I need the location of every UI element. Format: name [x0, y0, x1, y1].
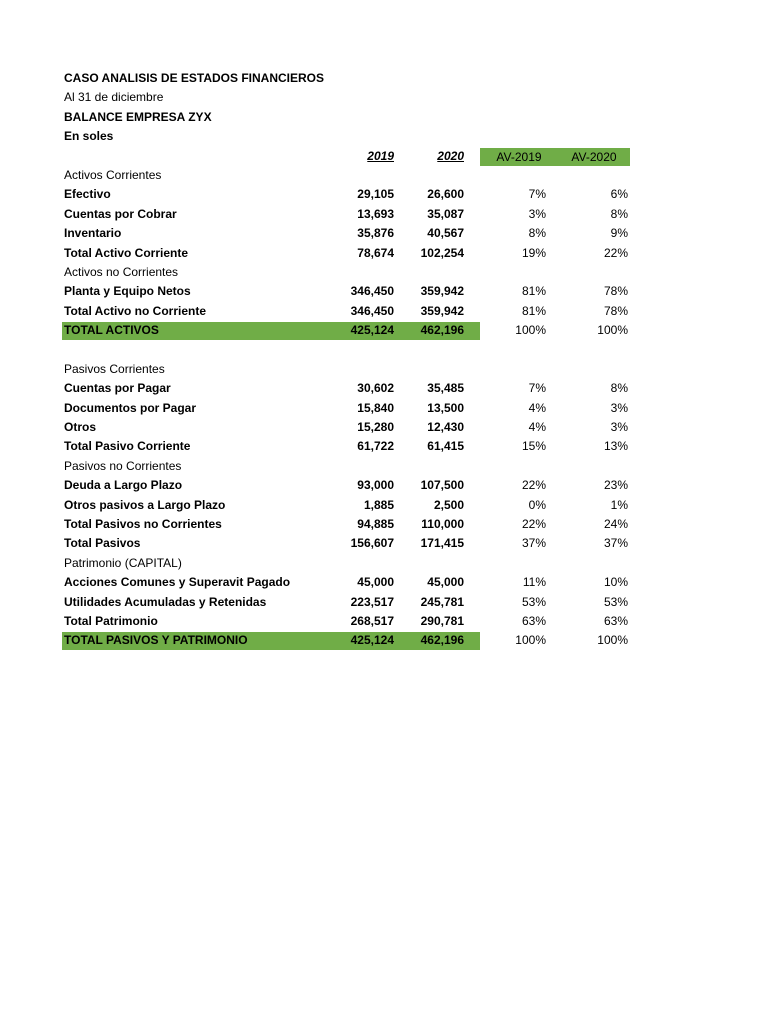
av-2019: 100% [515, 633, 546, 648]
value-2020 [402, 554, 464, 573]
date-row [62, 88, 632, 107]
av-2020 [556, 457, 628, 476]
row-label: Otros pasivos a Largo Plazo [64, 497, 226, 512]
value-2020: 102,254 [420, 245, 464, 260]
row-label: Total Pasivos [64, 536, 141, 551]
balance-sheet [62, 69, 632, 651]
value-2019: 45,000 [357, 575, 394, 590]
currency-row [62, 127, 632, 146]
av-2019: 81% [521, 284, 546, 299]
av-2020 [556, 340, 628, 359]
company-row [62, 108, 632, 127]
av-2020: 3% [610, 400, 628, 415]
currency-note: En soles [64, 129, 114, 144]
av-2020: 3% [610, 420, 628, 435]
av-2020: 100% [597, 633, 628, 648]
table-row [62, 476, 632, 495]
value-2019: 61,722 [357, 439, 394, 454]
table-row [62, 399, 632, 418]
av-2019: 53% [521, 594, 546, 609]
value-2020: 359,942 [420, 284, 464, 299]
table-row [62, 224, 632, 243]
table-row [62, 244, 632, 263]
av-2019: 0% [528, 497, 546, 512]
value-2019: 78,674 [357, 245, 394, 260]
row-label: Otros [64, 420, 97, 435]
col-header-2019: 2019 [367, 148, 394, 163]
table-body [62, 166, 632, 651]
av-2020: 24% [603, 516, 628, 531]
av-2019 [480, 554, 546, 573]
value-2019: 15,840 [357, 400, 394, 415]
value-2020: 290,781 [420, 613, 464, 628]
value-2019: 425,124 [350, 633, 394, 648]
report-date: Al 31 de diciembre [64, 90, 164, 105]
col-header-2020: 2020 [437, 148, 464, 163]
value-2020: 359,942 [420, 303, 464, 318]
col-header-av2020: AV-2020 [558, 148, 630, 166]
row-label: Patrimonio (CAPITAL) [64, 555, 182, 570]
row-label: Acciones Comunes y Superavit Pagado [64, 575, 291, 590]
row-label: Activos no Corrientes [64, 264, 179, 279]
table-row [62, 379, 632, 398]
value-2020: 245,781 [420, 594, 464, 609]
av-2019: 19% [521, 245, 546, 260]
title-row [62, 69, 632, 88]
av-2020: 23% [603, 478, 628, 493]
value-2019: 93,000 [357, 478, 394, 493]
value-2020 [402, 340, 464, 359]
row-label: Cuentas por Pagar [64, 381, 171, 396]
value-2019 [334, 360, 394, 379]
row-label: Total Activo Corriente [64, 245, 189, 260]
value-2020: 107,500 [420, 478, 464, 493]
av-2020: 53% [603, 594, 628, 609]
row-label: Pasivos no Corrientes [64, 458, 182, 473]
value-2020: 26,600 [427, 187, 464, 202]
av-2019: 11% [522, 575, 546, 590]
table-row [62, 185, 632, 204]
value-2019: 346,450 [350, 303, 394, 318]
value-2020 [402, 166, 464, 185]
value-2020: 110,000 [421, 516, 464, 531]
table-row [62, 496, 632, 515]
table-row [62, 418, 632, 437]
av-2019: 4% [528, 400, 546, 415]
value-2019 [334, 263, 394, 282]
av-2019 [480, 263, 546, 282]
value-2020 [402, 457, 464, 476]
av-2020: 8% [610, 206, 628, 221]
table-row [62, 263, 632, 282]
table-row [62, 457, 632, 476]
row-label: Pasivos Corrientes [64, 361, 165, 376]
table-row [62, 593, 632, 612]
av-2019: 63% [521, 613, 546, 628]
value-2020: 12,430 [427, 420, 464, 435]
av-2020: 22% [603, 245, 628, 260]
row-label: TOTAL PASIVOS Y PATRIMONIO [64, 633, 248, 648]
table-row [62, 612, 632, 631]
av-2020: 1% [610, 497, 628, 512]
value-2019 [334, 340, 394, 359]
table-row [62, 302, 632, 321]
value-2019 [334, 554, 394, 573]
av-2020: 6% [610, 187, 628, 202]
av-2020: 8% [610, 381, 628, 396]
value-2019: 94,885 [357, 516, 394, 531]
value-2019: 268,517 [350, 613, 394, 628]
row-label: Total Pasivo Corriente [64, 439, 191, 454]
row-label: Total Activo no Corriente [64, 303, 207, 318]
row-label: TOTAL ACTIVOS [64, 323, 159, 338]
av-2020: 37% [603, 536, 628, 551]
av-2020: 10% [603, 575, 628, 590]
table-row [62, 515, 632, 534]
av-2020 [556, 166, 628, 185]
value-2020: 13,500 [427, 400, 464, 415]
av-2019: 22% [521, 516, 546, 531]
row-label: Efectivo [64, 187, 111, 202]
row-label: Utilidades Acumuladas y Retenidas [64, 594, 267, 609]
value-2020: 462,196 [420, 633, 464, 648]
value-2020: 61,415 [427, 439, 464, 454]
av-2019 [480, 360, 546, 379]
table-row [62, 437, 632, 456]
company-name: BALANCE EMPRESA ZYX [64, 109, 212, 124]
av-2019: 81% [521, 303, 546, 318]
table-row [62, 282, 632, 301]
row-label: Total Patrimonio [64, 613, 158, 628]
value-2019 [334, 457, 394, 476]
av-2019: 4% [528, 420, 546, 435]
table-row [62, 534, 632, 553]
value-2020: 462,196 [420, 323, 464, 338]
table-row [62, 166, 632, 185]
value-2019: 223,517 [350, 594, 394, 609]
table-row [62, 631, 632, 650]
av-2020 [556, 263, 628, 282]
value-2020 [402, 360, 464, 379]
table-row [62, 340, 632, 359]
row-label: Documentos por Pagar [64, 400, 197, 415]
av-2019 [480, 166, 546, 185]
value-2019: 346,450 [350, 284, 394, 299]
table-row [62, 573, 632, 592]
av-2020: 78% [603, 284, 628, 299]
row-label: Deuda a Largo Plazo [64, 478, 183, 493]
value-2019: 13,693 [357, 206, 394, 221]
av-2019: 7% [528, 381, 546, 396]
av-2019: 15% [521, 439, 546, 454]
row-label: Total Pasivos no Corrientes [64, 516, 222, 531]
table-row [62, 321, 632, 340]
value-2020 [402, 263, 464, 282]
value-2020: 40,567 [427, 226, 464, 241]
table-row [62, 360, 632, 379]
value-2020: 2,500 [433, 497, 464, 512]
av-2019: 7% [528, 187, 546, 202]
value-2019: 29,105 [357, 187, 394, 202]
value-2020: 35,087 [427, 206, 464, 221]
col-header-av2019: AV-2019 [480, 148, 558, 166]
value-2019: 15,280 [357, 420, 394, 435]
row-label: Cuentas por Cobrar [64, 206, 177, 221]
value-2019: 1,885 [363, 497, 394, 512]
av-2019: 22% [521, 478, 546, 493]
row-label: Inventario [64, 226, 122, 241]
av-2020: 78% [603, 303, 628, 318]
value-2020: 35,485 [427, 381, 464, 396]
value-2019: 425,124 [350, 323, 394, 338]
av-2020: 13% [603, 439, 628, 454]
av-2020 [556, 554, 628, 573]
value-2020: 171,415 [420, 536, 464, 551]
av-2019: 37% [521, 536, 546, 551]
row-label: Activos Corrientes [64, 167, 162, 182]
row-label: Planta y Equipo Netos [64, 284, 191, 299]
report-title: CASO ANALISIS DE ESTADOS FINANCIEROS [64, 71, 325, 85]
av-2019 [480, 340, 546, 359]
av-2020: 63% [603, 613, 628, 628]
value-2019: 30,602 [357, 381, 394, 396]
av-2019 [480, 457, 546, 476]
value-2020: 45,000 [427, 575, 464, 590]
table-row [62, 205, 632, 224]
row-label [64, 340, 334, 359]
av-2020: 9% [610, 226, 628, 241]
av-2020: 100% [597, 323, 628, 338]
value-2019 [334, 166, 394, 185]
av-2019: 100% [515, 323, 546, 338]
value-2019: 156,607 [350, 536, 394, 551]
value-2019: 35,876 [357, 226, 394, 241]
av-2019: 3% [528, 206, 546, 221]
av-2020 [556, 360, 628, 379]
av-2019: 8% [528, 226, 546, 241]
column-header-row [62, 147, 632, 166]
table-row [62, 554, 632, 573]
